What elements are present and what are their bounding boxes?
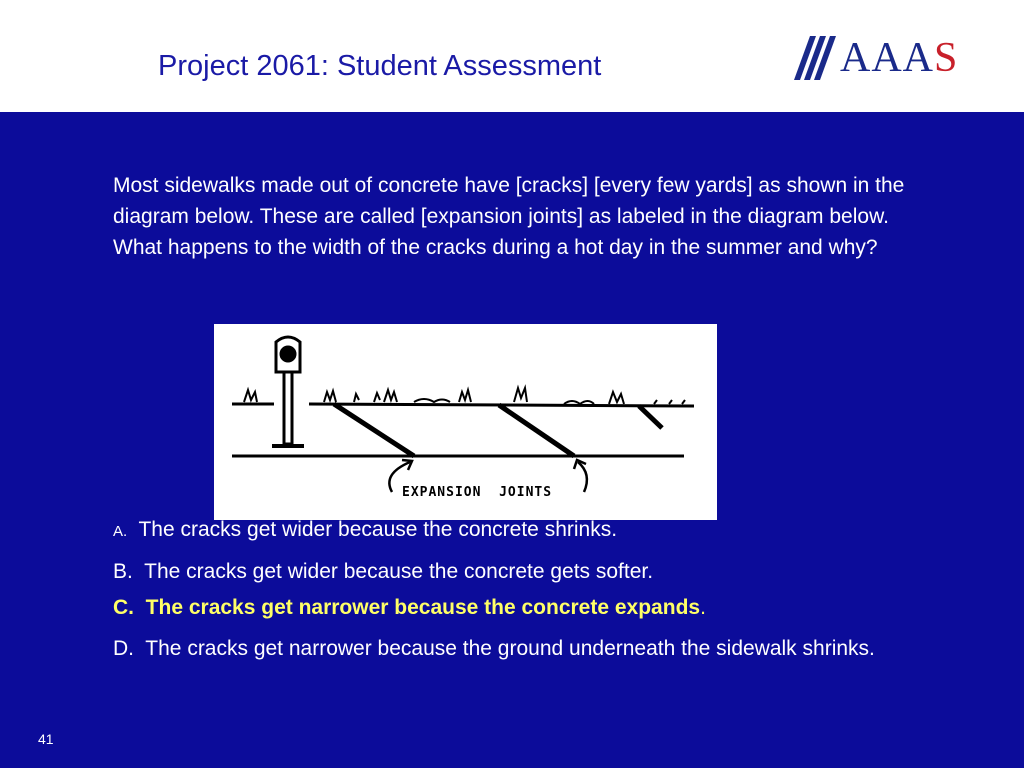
answer-b bbox=[113, 559, 913, 585]
aaas-logo-text: AAAS bbox=[840, 35, 959, 81]
answer-b-letter: B. bbox=[113, 560, 133, 583]
slide-title: Project 2061: Student Assessment bbox=[158, 50, 602, 82]
answer-d bbox=[113, 635, 913, 662]
answer-c-text: The cracks get narrower because the concrete expands bbox=[145, 596, 701, 619]
expansion-joints-label: EXPANSION JOINTS bbox=[402, 485, 553, 500]
answer-list bbox=[113, 517, 913, 662]
sidewalk-diagram bbox=[214, 324, 717, 520]
answer-a bbox=[113, 517, 913, 545]
answer-c-letter: C. bbox=[113, 596, 134, 619]
answer-b-text: The cracks get wider because the concrete gets softer. bbox=[144, 560, 654, 583]
answer-a-text: The cracks get wider because the concrete shrinks. bbox=[138, 518, 618, 541]
slide-body bbox=[0, 112, 1024, 768]
aaas-logo-mark-icon bbox=[790, 34, 838, 82]
question-text: Most sidewalks made out of concrete have [cracks] [every few yards] as shown in the diagram below. These are called [expansion joints] as labeled in the diagram below. What happens to the width of the cracks during a hot day in the summer and why? bbox=[113, 174, 905, 259]
aaas-logo bbox=[790, 30, 960, 82]
slide-header bbox=[0, 0, 1024, 112]
answer-d-text: The cracks get narrower because the ground underneath the sidewalk shrinks. bbox=[145, 637, 875, 660]
answer-a-letter: A. bbox=[113, 523, 128, 540]
answer-c-suffix: . bbox=[700, 596, 706, 619]
answer-d-letter: D. bbox=[113, 637, 134, 660]
answer-c-correct bbox=[113, 595, 913, 621]
page-number: 41 bbox=[38, 731, 54, 747]
parking-meter-icon bbox=[272, 337, 304, 446]
